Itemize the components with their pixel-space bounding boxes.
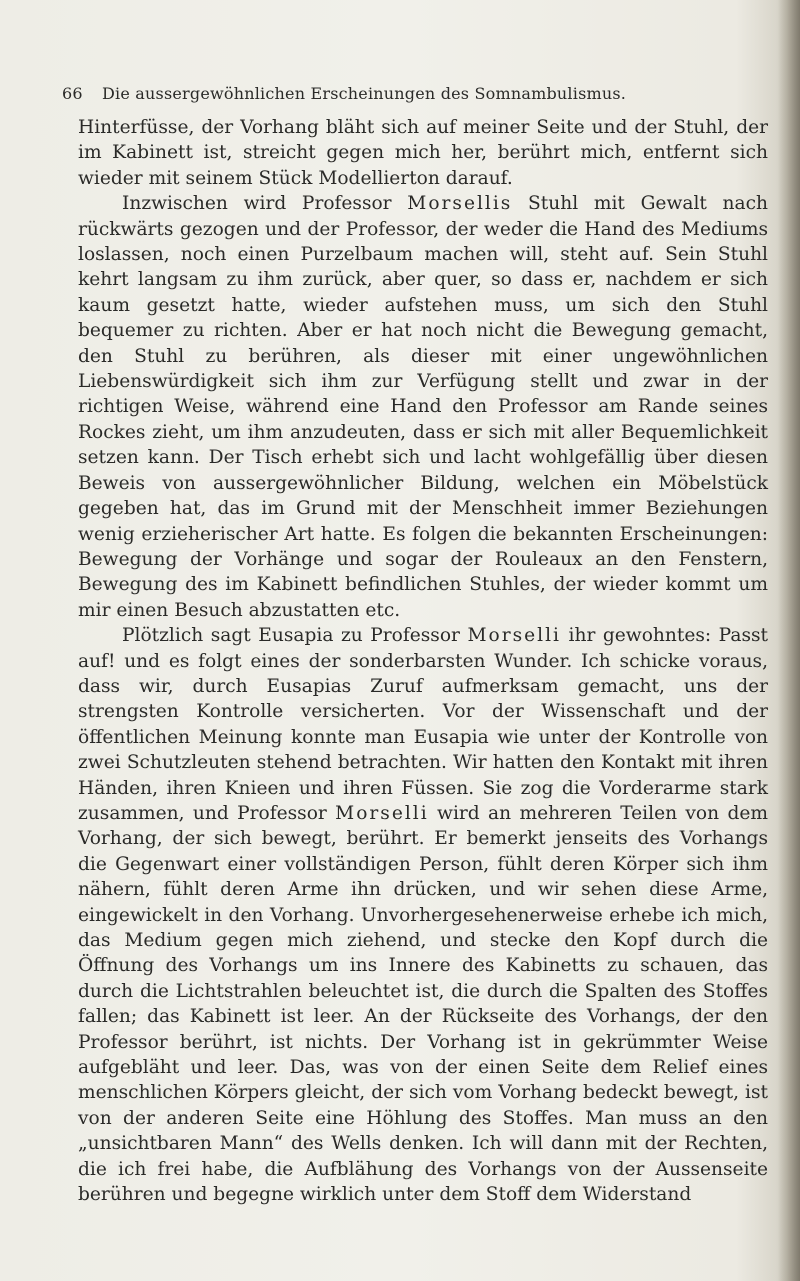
- page-edge-shadow: [778, 0, 800, 1281]
- paragraph-2-text-a: Inzwischen wird Professor: [122, 193, 408, 215]
- paragraph-3-text-c: wird an mehreren Teilen von dem Vorhang, der sich bewegt, berührt. Er bemerkt jenseits des Vorhangs die Gegenwart einer vollständigen Person, fühlt deren Körper sich ihm nähern, fühlt deren Arme ihn drücken, und wir sehen diese Arme, eingewickelt in den Vorhang. Unvorhergesehenerweise erhebe ich mich, das Medium gegen mich ziehend, und stecke den Kopf durch die Öffnung des Vorhangs um ins Innere des Kabinetts zu schauen, das durch die Lichtstrahlen beleuchtet ist, die durch die Spalten des Stoffes fallen; das Kabinett ist leer. An der Rückseite des Vorhangs, der den Professor berührt, ist nichts. Der Vorhang ist in gekrümmter Weise aufgebläht und leer. Das, was von der einen Seite dem Relief eines menschlichen Körpers gleicht, der sich vom Vorhang bedeckt bewegt, ist von der anderen Seite eine Höhlung des Stoffes. Man muss an den „unsichtbaren Mann“ des Wells denken. Ich will dann mit der Rechten, die ich frei habe, die Aufblähung des Vorhangs von der Aussenseite berühren und begegne wirklich unter dem Stoff dem Widerstand: [78, 802, 769, 1206]
- paragraph-3: [78, 623, 768, 1207]
- person-name-morsellis: Morsellis: [407, 193, 513, 215]
- paragraph-2: [78, 191, 768, 623]
- person-name-morselli-2: Morselli: [335, 802, 429, 824]
- person-name-morselli-1: Morselli: [467, 625, 561, 647]
- body-text: [78, 115, 768, 1207]
- paragraph-3-text-a: Plötzlich sagt Eusapia zu Professor: [122, 625, 468, 647]
- paragraph-2-text-b: Stuhl mit Gewalt nach rückwärts gezogen und der Professor, der weder die Hand des Mediums loslassen, noch einen Purzelbaum machen will, steht auf. Sein Stuhl kehrt langsam zu ihm zurück, aber quer, so dass er, nachdem er sich kaum gesetzt hatte, wieder aufstehen muss, um sich den Stuhl bequemer zu richten. Aber er hat noch nicht die Bewegung gemacht, den Stuhl zu berühren, als dieser mit einer ungewöhnlichen Liebenswürdigkeit sich ihm zur Verfügung stellt und zwar in der richtigen Weise, während eine Hand den Professor am Rande seines Rockes zieht, um ihm anzudeuten, dass er sich mit aller Bequemlichkeit setzen kann. Der Tisch erhebt sich und lacht wohlgefällig über diesen Beweis von aussergewöhnlicher Bildung, welchen ein Möbelstück gegeben hat, das im Grund mit der Menschheit immer Beziehungen wenig erzieherischer Art hatte. Es folgen die bekannten Erscheinungen: Bewegung der Vorhänge und sogar der Rouleaux an den Fenstern, Bewegung des im Kabinett befindlichen Stuhles, der wieder kommt um mir einen Besuch abzustatten etc.: [78, 193, 769, 621]
- paragraph-3-text-b: ihr gewohntes: Passt auf! und es folgt eines der sonderbarsten Wunder. Ich schicke voraus, dass wir, durch Eusapias Zuruf aufmerksam gemacht, uns der strengsten Kontrolle versicherten. Vor der Wissenschaft und der öffentlichen Meinung konnte man Eusapia wie unter der Kontrolle von zwei Schutzleuten stehend betrachten. Wir hatten den Kontakt mit ihren Händen, ihren Knieen und ihren Füssen. Sie zog die Vorderarme stark zusammen, und Professor: [78, 625, 768, 824]
- page-header: [62, 84, 762, 108]
- running-title: Die aussergewöhnlichen Erscheinungen des Somnambulismus.: [102, 84, 627, 103]
- paragraph-1: Hinterfüsse, der Vorhang bläht sich auf meiner Seite und der Stuhl, der im Kabinett ist, streicht gegen mich her, berührt mich, entfernt sich wieder mit seinem Stück Modellierton darauf.: [78, 117, 768, 189]
- page-number: 66: [62, 84, 83, 103]
